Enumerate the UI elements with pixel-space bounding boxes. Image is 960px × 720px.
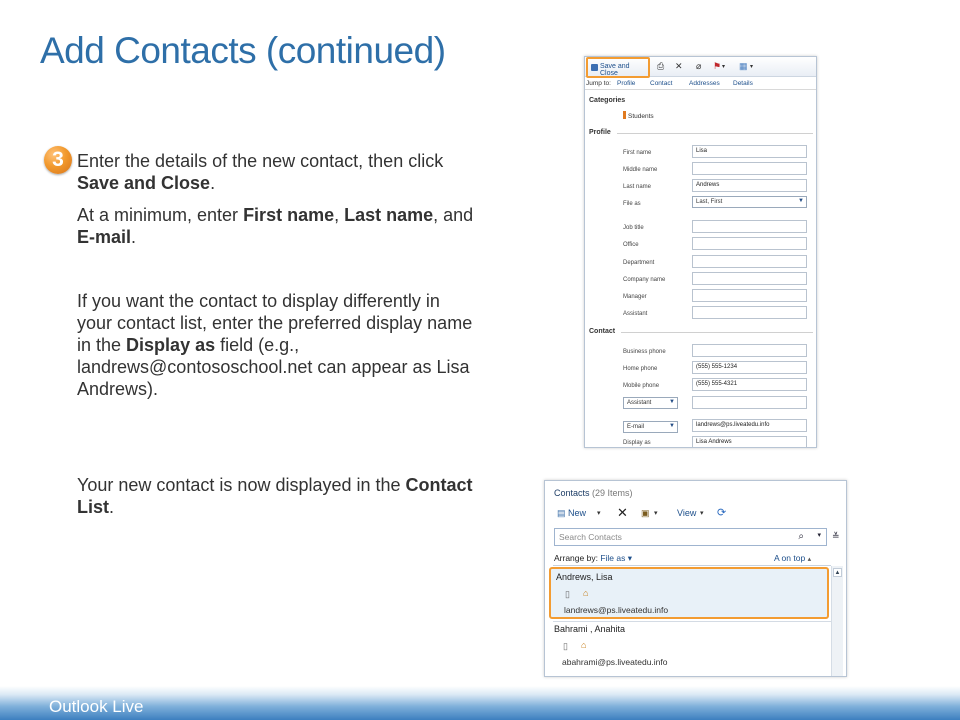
attach-icon[interactable]: ⌀ — [696, 61, 702, 71]
save-and-close-label: Save and Close — [600, 63, 630, 77]
list-divider — [553, 621, 831, 622]
p2-text-c: , — [334, 205, 345, 225]
phone-icon: ▯ — [565, 589, 570, 599]
manager-label: Manager — [623, 294, 647, 300]
p1-bold-save-close: Save and Close — [77, 173, 211, 193]
first-name-label: First name — [623, 150, 652, 156]
contact-divider — [621, 332, 813, 333]
profile-divider — [617, 133, 813, 134]
slide-title: Add Contacts (continued) — [40, 30, 446, 71]
sort-order-toggle[interactable] — [774, 553, 811, 563]
list-divider — [553, 565, 831, 566]
p2-text-a: At a minimum, enter — [77, 205, 244, 225]
file-as-label: File as — [623, 201, 641, 207]
chevron-down-icon[interactable]: ▾ — [722, 64, 726, 70]
display-as-label: Display as — [623, 440, 651, 446]
chevron-down-icon[interactable]: ▾ — [750, 64, 754, 70]
mobile-phone-label: Mobile phone — [623, 383, 660, 389]
search-input[interactable] — [554, 528, 827, 546]
p4-bold-contact-list: Contact List — [77, 475, 473, 517]
assistant-phone-field[interactable] — [692, 396, 807, 409]
footer-bar — [0, 686, 960, 720]
first-name-field[interactable]: Lisa — [692, 145, 807, 158]
jump-link-addresses[interactable]: Addresses — [689, 80, 720, 87]
business-phone-field[interactable] — [692, 344, 807, 357]
email-field[interactable]: landrews@ps.liveatedu.info — [692, 419, 807, 432]
company-name-label: Company name — [623, 277, 666, 283]
contact-form-screenshot — [584, 56, 817, 448]
phone-icon: ▯ — [563, 641, 568, 651]
sort-label: A on top — [774, 553, 806, 563]
contact-name: Bahrami , Anahita — [554, 624, 626, 634]
jump-to-bar — [585, 78, 817, 90]
home-phone-label: Home phone — [623, 366, 658, 372]
contacts-header — [554, 488, 633, 498]
instruction-paragraph-2 — [77, 204, 477, 248]
p3-text-a: If you want the contact to display differently in your contact list, enter the preferred display name in the — [77, 291, 473, 355]
category-label: Students — [628, 113, 654, 120]
search-placeholder: Search Contacts — [559, 532, 622, 542]
p2-bold-email: E-mail — [77, 227, 132, 247]
jump-link-profile[interactable]: Profile — [617, 80, 636, 87]
delete-icon[interactable]: ✕ — [617, 505, 628, 520]
assistant-label: Assistant — [623, 311, 648, 317]
form-toolbar — [585, 57, 817, 77]
home-phone-field[interactable]: (555) 555-1234 — [692, 361, 807, 374]
company-name-field[interactable] — [692, 272, 807, 285]
p4-text-c: . — [109, 497, 115, 517]
jump-to-label: Jump to: — [586, 80, 611, 87]
office-label: Office — [623, 242, 639, 248]
step-3-badge-icon: 3 — [44, 146, 72, 174]
assistant-field[interactable] — [692, 306, 807, 319]
business-phone-label: Business phone — [623, 349, 666, 355]
jump-link-contact[interactable]: Contact — [650, 80, 673, 87]
contact-email: landrews@ps.liveatedu.info — [564, 605, 669, 615]
move-icon[interactable]: ▣ — [641, 508, 650, 518]
office-field[interactable] — [692, 237, 807, 250]
contact-list-screenshot — [544, 480, 847, 677]
email-type-select[interactable] — [623, 421, 678, 433]
new-contact-icon: ▤ — [557, 508, 566, 518]
manager-field[interactable] — [692, 289, 807, 302]
p4-text-a: Your new contact is now displayed in the — [77, 475, 406, 495]
p2-bold-first-name: First name — [243, 205, 335, 225]
last-name-label: Last name — [623, 184, 652, 190]
file-as-select[interactable] — [692, 196, 807, 208]
chevron-down-icon[interactable]: ▾ — [817, 532, 821, 539]
middle-name-label: Middle name — [623, 167, 658, 173]
flag-icon[interactable]: ⚑ — [713, 61, 722, 71]
footer-label: Outlook Live — [49, 697, 144, 716]
category-tag[interactable] — [623, 111, 654, 120]
p3-bold-display-as: Display as — [126, 335, 216, 355]
search-icon[interactable]: ⌕ — [798, 531, 804, 542]
arrange-label: Arrange by: — [554, 553, 598, 563]
email-type-value: E-mail — [627, 424, 645, 430]
refresh-icon[interactable]: ⟳ — [717, 507, 727, 519]
p2-bold-last-name: Last name — [344, 205, 434, 225]
categorize-icon[interactable]: ▦ — [739, 61, 748, 71]
chevron-down-icon[interactable]: ▾ — [700, 510, 704, 517]
double-chevron-down-icon[interactable]: ≚ — [832, 531, 840, 541]
contacts-toolbar — [553, 504, 843, 524]
instruction-paragraph-3 — [77, 290, 477, 400]
department-label: Department — [623, 260, 655, 266]
chevron-down-icon: ▼ — [798, 198, 804, 204]
category-color-swatch — [623, 111, 626, 119]
new-button[interactable]: New — [568, 508, 587, 518]
save-and-close-button[interactable] — [586, 57, 650, 78]
chevron-down-icon[interactable]: ▾ — [654, 510, 658, 517]
chevron-down-icon: ▼ — [669, 399, 675, 405]
p1-text-c: . — [210, 173, 216, 193]
profile-header: Profile — [589, 129, 611, 136]
print-icon[interactable]: ⎙ — [657, 61, 665, 71]
contacts-title: Contacts — [554, 488, 590, 498]
p2-text-g: . — [131, 227, 137, 247]
arrange-value: File as — [600, 553, 626, 563]
home-icon: ⌂ — [581, 640, 587, 650]
department-field[interactable] — [692, 255, 807, 268]
contact-header: Contact — [589, 328, 616, 335]
p1-text-a: Enter the details of the new contact, then click — [77, 151, 444, 171]
list-item-selected[interactable] — [549, 567, 829, 619]
arrange-by — [554, 553, 632, 564]
home-icon: ⌂ — [583, 588, 589, 598]
jump-link-details[interactable]: Details — [733, 80, 753, 87]
mobile-phone-field[interactable]: (555) 555-4321 — [692, 378, 807, 391]
delete-icon[interactable]: ✕ — [675, 61, 683, 71]
display-as-field[interactable]: Lisa Andrews — [692, 436, 807, 448]
phone-type-value: Assistant — [627, 400, 652, 406]
contact-name: Andrews, Lisa — [556, 572, 613, 582]
p3-text-c: field (e.g., landrews@contososchool.net can appear as Lisa Andrews). — [77, 335, 470, 399]
job-title-label: Job title — [623, 225, 644, 231]
save-icon — [591, 64, 598, 71]
categories-header: Categories — [589, 97, 626, 104]
chevron-down-icon: ▼ — [669, 423, 675, 429]
arrange-by-dropdown[interactable]: File as ▾ — [600, 553, 633, 563]
contact-email: abahrami@ps.liveatedu.info — [562, 657, 668, 667]
list-item[interactable] — [551, 623, 829, 675]
last-name-field[interactable]: Andrews — [692, 179, 807, 192]
p2-text-e: , and — [433, 205, 474, 225]
instruction-paragraph-4 — [77, 474, 477, 518]
phone-type-select[interactable] — [623, 397, 678, 409]
chevron-down-icon[interactable]: ▾ — [597, 510, 601, 517]
instruction-paragraph-1 — [77, 150, 477, 194]
view-button[interactable]: View — [677, 508, 697, 518]
file-as-value: Last, First — [696, 199, 723, 205]
middle-name-field[interactable] — [692, 162, 807, 175]
scroll-up-arrow-icon[interactable]: ▲ — [834, 570, 841, 576]
scrollbar[interactable] — [831, 566, 843, 677]
job-title-field[interactable] — [692, 220, 807, 233]
contacts-count: (29 Items) — [592, 488, 633, 498]
chevron-up-icon: ▴ — [807, 556, 812, 563]
